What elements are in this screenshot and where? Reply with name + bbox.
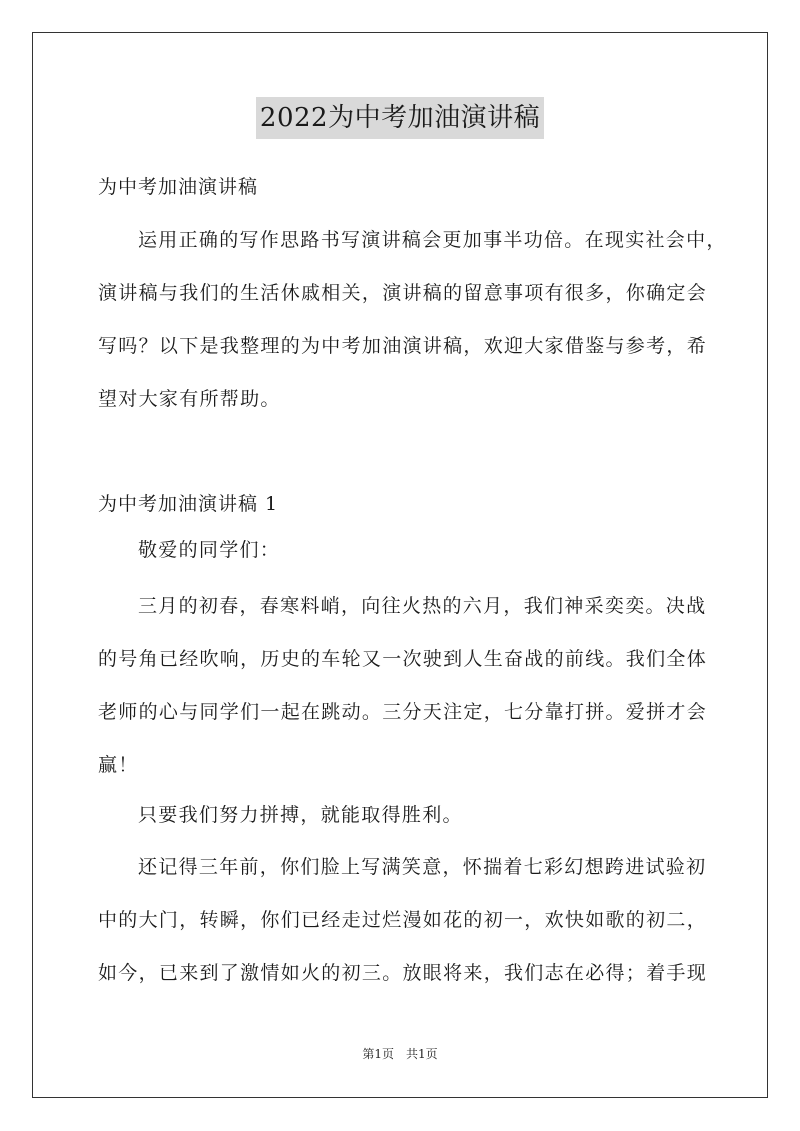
greeting: 敬爱的同学们： [138, 539, 281, 561]
paragraph-line: 老师的心与同学们一起在跳动。三分天注定，七分靠打拼。爱拼才会 [98, 701, 708, 723]
paragraph-line: 望对大家有所帮助。 [98, 388, 281, 410]
paragraph-line: 三月的初春，春寒料峭，向往火热的六月，我们神采奕奕。决战 [138, 595, 707, 617]
paragraph-line: 运用正确的写作思路书写演讲稿会更加事半功倍。在现实社会中， [138, 229, 727, 251]
body-paragraph-1 [98, 580, 708, 792]
paragraph-line: 如今，已来到了激情如火的初三。放眼将来，我们志在必得；着手现 [98, 962, 708, 984]
paragraph-line: 演讲稿与我们的生活休戚相关，演讲稿的留意事项有很多，你确定会 [98, 282, 708, 304]
paragraph-line: 还记得三年前，你们脸上写满笑意，怀揣着七彩幻想跨进试验初 [138, 856, 707, 878]
paragraph-line: 只要我们努力拼搏，就能取得胜利。 [138, 804, 463, 826]
intro-paragraph [98, 214, 727, 426]
body-paragraph-3 [98, 841, 708, 1000]
paragraph-line: 赢！ [98, 754, 139, 776]
paragraph-line: 中的大门，转瞬，你们已经走过烂漫如花的初一，欢快如歌的初二， [98, 909, 708, 931]
page-footer: 第1页 共1页 [362, 1047, 438, 1061]
document-title: 2022为中考加油演讲稿 [256, 97, 544, 139]
body-paragraph-2 [98, 789, 708, 842]
title-container [0, 97, 800, 139]
document-subtitle: 为中考加油演讲稿 [98, 176, 259, 198]
paragraph-line: 的号角已经吹响，历史的车轮又一次驶到人生奋战的前线。我们全体 [98, 648, 708, 670]
section-heading: 为中考加油演讲稿 1 [98, 493, 279, 515]
paragraph-line: 写吗？以下是我整理的为中考加油演讲稿，欢迎大家借鉴与参考，希 [98, 335, 708, 357]
greeting-paragraph [98, 524, 708, 577]
